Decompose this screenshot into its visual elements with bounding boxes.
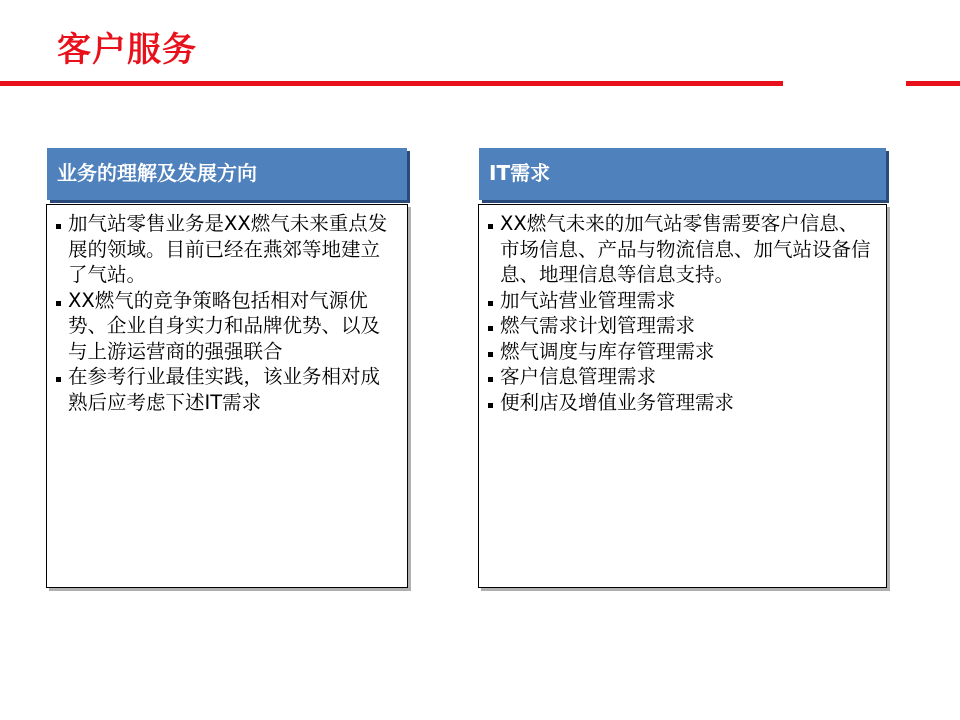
square-bullet-icon bbox=[488, 403, 493, 408]
list-item-text: 便利店及增值业务管理需求 bbox=[500, 390, 735, 414]
list-item bbox=[487, 288, 876, 314]
square-bullet-icon bbox=[488, 301, 493, 306]
list-item bbox=[487, 211, 876, 288]
square-bullet-icon bbox=[488, 224, 493, 229]
list-item-text: XX燃气未来的加气站零售需要客户信息、市场信息、产品与物流信息、加气站设备信息、地理信息等信息支持。 bbox=[500, 212, 871, 286]
list-item bbox=[55, 288, 397, 365]
list-item bbox=[487, 339, 876, 365]
square-bullet-icon bbox=[488, 326, 493, 331]
list-item-text: 客户信息管理需求 bbox=[500, 365, 657, 388]
title-divider-accent bbox=[906, 81, 960, 86]
list-item bbox=[55, 211, 397, 288]
list-item bbox=[55, 364, 397, 415]
list-item-text: 燃气需求计划管理需求 bbox=[500, 314, 696, 337]
right-bullet-list bbox=[487, 211, 876, 415]
square-bullet-icon bbox=[488, 352, 493, 357]
left-panel-body bbox=[46, 204, 408, 588]
left-bullet-list bbox=[55, 211, 397, 415]
right-panel-header: IT需求 bbox=[479, 148, 886, 200]
right-panel-body bbox=[478, 204, 887, 588]
list-item-text: 加气站零售业务是XX燃气未来重点发展的领域。目前已经在燕郊等地建立了气站。 bbox=[68, 212, 388, 286]
square-bullet-icon bbox=[56, 301, 61, 306]
list-item bbox=[487, 313, 876, 339]
list-item bbox=[487, 364, 876, 390]
square-bullet-icon bbox=[56, 224, 61, 229]
left-panel-header: 业务的理解及发展方向 bbox=[47, 148, 407, 200]
list-item-text: 在参考行业最佳实践，该业务相对成熟后应考虑下述IT需求 bbox=[68, 365, 381, 414]
list-item-text: 燃气调度与库存管理需求 bbox=[500, 339, 715, 363]
list-item bbox=[487, 390, 876, 416]
square-bullet-icon bbox=[488, 377, 493, 382]
page-title: 客户服务 bbox=[57, 30, 197, 70]
square-bullet-icon bbox=[56, 377, 61, 382]
list-item-text: XX燃气的竞争策略包括相对气源优势、企业自身实力和品牌优势、以及与上游运营商的强强联合 bbox=[68, 288, 381, 363]
list-item-text: 加气站营业管理需求 bbox=[500, 288, 676, 312]
title-divider bbox=[0, 81, 783, 86]
